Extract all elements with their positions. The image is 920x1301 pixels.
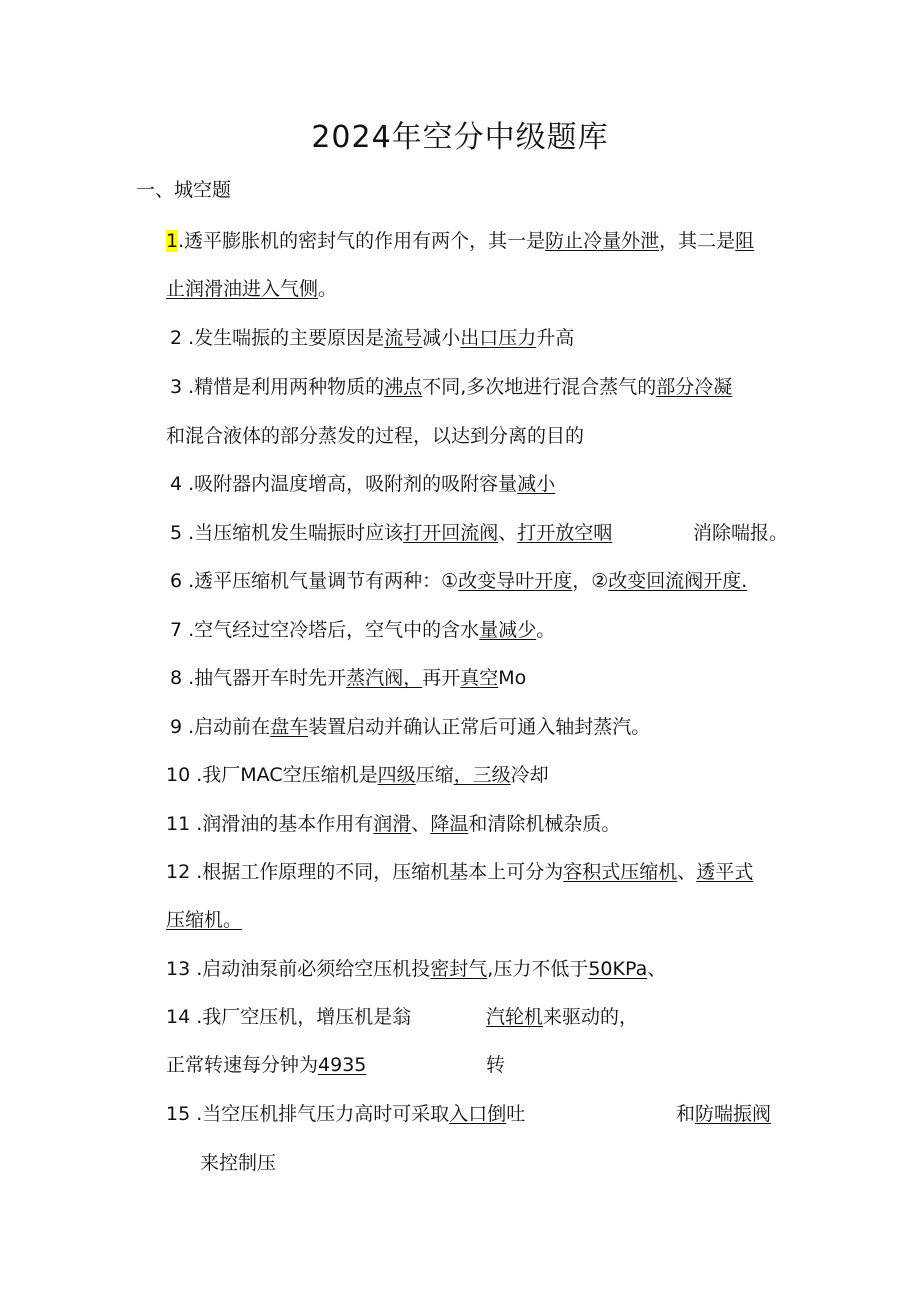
question-text: 和混合液体的部分蒸发的过程，以达到分离的目的: [166, 425, 585, 447]
answer-blank: 防止冷量外泄: [545, 230, 660, 252]
section-heading: 一、城空题: [136, 179, 232, 201]
question-text: 转: [486, 1054, 506, 1076]
question-3-line-1: [170, 374, 732, 400]
question-number: 7: [170, 619, 183, 641]
question-text: 。: [536, 619, 556, 641]
question-number-highlight: 1: [166, 230, 179, 252]
question-text: 、: [498, 522, 518, 544]
question-text: 和清除机械杂质。: [468, 813, 621, 835]
answer-blank: 打开回流阀: [403, 522, 499, 544]
answer-blank: 入口倒: [449, 1103, 507, 1125]
answer-blank: 容积式压缩机: [563, 861, 678, 883]
question-text: .透平膨胀机的密封气的作用有两个，其一是: [178, 230, 546, 252]
answer-blank: 汽轮机: [486, 1006, 544, 1028]
question-6: [170, 568, 747, 594]
question-text: .我厂空压机，增压机是翁: [196, 1006, 412, 1028]
question-text: 冷却: [510, 764, 549, 786]
question-14-line-2-tail: [486, 1052, 505, 1078]
question-2: [170, 325, 574, 351]
page-title: 2024年空分中级题库: [311, 120, 609, 155]
answer-blank: 密封气: [430, 958, 488, 980]
question-11: [166, 811, 620, 837]
answer-blank: 防喘振阀: [695, 1103, 772, 1125]
question-1-line-2: [166, 276, 337, 302]
question-14-line-1: [166, 1004, 411, 1030]
question-text: .抽气器开车时先开: [188, 667, 347, 689]
question-text: .我厂MAC空压缩机是: [196, 764, 378, 786]
question-text: 和: [676, 1103, 696, 1125]
question-number: 12: [166, 861, 191, 883]
question-text: 来驱动的，: [543, 1006, 639, 1028]
question-text: .启动油泵前必须给空压机投: [196, 958, 431, 980]
question-text: .润滑油的基本作用有: [196, 813, 374, 835]
answer-blank: 降温: [430, 813, 469, 835]
answer-blank: 真空: [460, 667, 499, 689]
question-text: 消除喘报。: [693, 522, 789, 544]
answer-blank: 减小: [517, 473, 556, 495]
answer-blank: 止润滑油进入气侧: [166, 278, 319, 300]
question-12-line-2: [166, 907, 242, 933]
answer-blank: 流号: [384, 327, 423, 349]
answer-blank: 量减少: [479, 619, 537, 641]
answer-blank: 4935: [318, 1054, 367, 1076]
question-text: ，其二是: [659, 230, 736, 252]
answer-blank: 打开放空咽: [517, 522, 613, 544]
answer-blank: 50KPa: [588, 958, 648, 980]
question-14-line-2: [166, 1052, 366, 1078]
answer-blank: 出口压力: [460, 327, 537, 349]
answer-blank: 改变回流阀开度.: [608, 570, 748, 592]
question-text: .透平压缩机气量调节有两种：①: [188, 570, 459, 592]
question-number: 4: [170, 473, 183, 495]
answer-blank: 压缩机。: [166, 909, 243, 931]
question-text: 不同,多次地进行混合蒸气的: [422, 376, 657, 398]
question-number: 14: [166, 1006, 191, 1028]
question-9: [170, 714, 650, 740]
question-number: 15: [166, 1103, 191, 1125]
question-text: .根据工作原理的不同，压缩机基本上可分为: [196, 861, 564, 883]
question-text: .启动前在: [188, 716, 271, 738]
question-5: [170, 520, 612, 546]
question-12-line-1: [166, 859, 753, 885]
answer-blank: 盘车: [270, 716, 309, 738]
answer-blank: 润滑: [373, 813, 412, 835]
question-number: 8: [170, 667, 183, 689]
question-text: .当空压机排气压力高时可采取: [196, 1103, 450, 1125]
question-number: 10: [166, 764, 191, 786]
question-text: 、: [411, 813, 431, 835]
question-4: [170, 471, 555, 497]
question-text: Mo: [498, 667, 527, 689]
question-number: 11: [166, 813, 191, 835]
question-number: 9: [170, 716, 183, 738]
answer-blank: 沸点: [384, 376, 423, 398]
question-text: 来控制压: [200, 1152, 277, 1174]
question-text: ,压力不低于: [487, 958, 589, 980]
answer-blank: 部分冷凝: [656, 376, 733, 398]
question-text: 、: [647, 958, 667, 980]
question-number: 2: [170, 327, 183, 349]
question-text: 。: [318, 278, 338, 300]
question-text: ，②: [572, 570, 609, 592]
question-text: 减小: [422, 327, 461, 349]
question-text: 装置启动并确认正常后可通入轴封蒸汽。: [308, 716, 651, 738]
question-5-tail: [693, 520, 788, 546]
question-15-line-2: [200, 1150, 276, 1176]
question-number: 3: [170, 376, 183, 398]
question-15-line-1-tail: [676, 1101, 771, 1127]
question-14-line-1-tail: [486, 1004, 638, 1030]
question-10: [166, 762, 549, 788]
answer-blank: 四级: [377, 764, 416, 786]
question-text: 升高: [536, 327, 575, 349]
answer-blank: 改变导叶开度: [458, 570, 573, 592]
question-8: [170, 665, 526, 691]
question-text: .发生喘振的主要原因是: [188, 327, 385, 349]
question-text: 、: [677, 861, 697, 883]
answer-blank: ，三级: [453, 764, 511, 786]
question-text: .空气经过空冷塔后，空气中的含水: [188, 619, 480, 641]
question-number: 6: [170, 570, 183, 592]
answer-blank: 透平式: [696, 861, 754, 883]
question-text: 吐: [506, 1103, 526, 1125]
question-text: .精惜是利用两种物质的: [188, 376, 385, 398]
question-text: 正常转速每分钟为: [166, 1054, 319, 1076]
question-text: 再开: [422, 667, 461, 689]
answer-blank: 阻: [735, 230, 755, 252]
question-3-line-2: [166, 423, 584, 449]
question-text: 压缩: [415, 764, 454, 786]
answer-blank: 蒸汽阀，: [346, 667, 423, 689]
question-number: 5: [170, 522, 183, 544]
question-text: .当压缩机发生喘振时应该: [188, 522, 404, 544]
question-1-line-1: [166, 228, 754, 254]
question-15-line-1: [166, 1101, 525, 1127]
question-7: [170, 617, 555, 643]
question-text: .吸附器内温度增高，吸附剂的吸附容量: [188, 473, 518, 495]
question-number: 13: [166, 958, 191, 980]
question-13: [166, 956, 666, 982]
